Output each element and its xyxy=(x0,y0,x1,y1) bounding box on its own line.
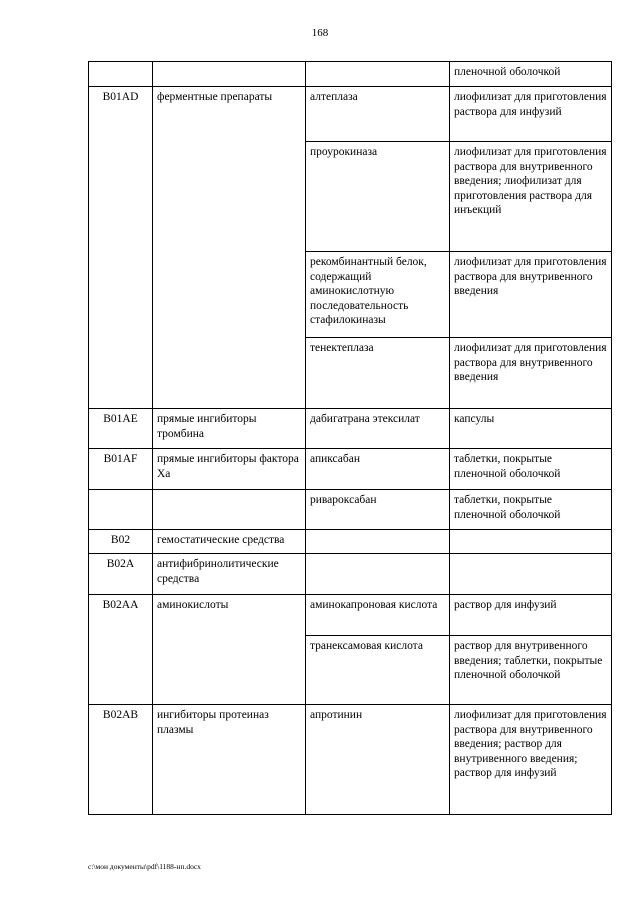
dosage-form-cell xyxy=(450,554,612,595)
drug-name-cell xyxy=(306,62,450,87)
table-row xyxy=(89,530,612,554)
table-row xyxy=(89,554,612,595)
pharm-group-cell: ингибиторы протеиназ плазмы xyxy=(153,705,306,815)
pharm-group-cell xyxy=(153,490,306,530)
atc-code-cell: B02 xyxy=(89,530,153,554)
atc-code-cell: B01AE xyxy=(89,409,153,449)
page-number: 168 xyxy=(311,27,329,39)
atc-code-cell: B02AB xyxy=(89,705,153,815)
dosage-form-cell: таблетки, покрытые пленочной оболочкой xyxy=(450,449,612,490)
dosage-form-cell: раствор для инфузий xyxy=(450,595,612,636)
pharm-group-cell: прямые ингибиторы фактора Xa xyxy=(153,449,306,490)
dosage-form-cell: пленочной оболочкой xyxy=(450,62,612,87)
atc-code-cell xyxy=(89,490,153,530)
drug-name-cell: проурокиназа xyxy=(306,142,450,252)
dosage-form-cell: капсулы xyxy=(450,409,612,449)
atc-code-cell: B01AF xyxy=(89,449,153,490)
drug-name-cell: транексамовая кислота xyxy=(306,636,450,705)
drug-name-cell: ривароксабан xyxy=(306,490,450,530)
drug-name-cell: алтеплаза xyxy=(306,87,450,142)
drug-name-cell xyxy=(306,554,450,595)
dosage-form-cell: лиофилизат для приготовления раствора для инфузий xyxy=(450,87,612,142)
pharm-group-cell: ферментные препараты xyxy=(153,87,306,409)
table-row xyxy=(89,705,612,815)
drug-name-cell: дабигатрана этексилат xyxy=(306,409,450,449)
drug-name-cell xyxy=(306,530,450,554)
table-row xyxy=(89,409,612,449)
pharm-group-cell: гемостатические средства xyxy=(153,530,306,554)
drug-name-cell: апиксабан xyxy=(306,449,450,490)
dosage-form-cell xyxy=(450,530,612,554)
table-row xyxy=(89,595,612,636)
drug-name-cell: рекомбинантный белок, содержащий аминокислотную последовательность стафилокиназы xyxy=(306,252,450,338)
dosage-form-cell: лиофилизат для приготовления раствора для внутривенного введения; раствор для внутривенного введения; раствор для инфузий xyxy=(450,705,612,815)
dosage-form-cell: лиофилизат для приготовления раствора для внутривенного введения xyxy=(450,252,612,338)
table-row xyxy=(89,490,612,530)
footer-file-path: c:\мои документы\pdf\1188-нп.docx xyxy=(88,862,201,871)
atc-code-cell: B01AD xyxy=(89,87,153,409)
drug-name-cell: тенектеплаза xyxy=(306,338,450,409)
drug-name-cell: апротинин xyxy=(306,705,450,815)
pharm-group-cell: аминокислоты xyxy=(153,595,306,705)
dosage-form-cell: раствор для внутривенного введения; таблетки, покрытые пленочной оболочкой xyxy=(450,636,612,705)
drug-list-table xyxy=(88,61,612,815)
pharm-group-cell: антифибринолитические средства xyxy=(153,554,306,595)
atc-code-cell xyxy=(89,62,153,87)
atc-code-cell: B02AA xyxy=(89,595,153,705)
pharm-group-cell xyxy=(153,62,306,87)
dosage-form-cell: лиофилизат для приготовления раствора для внутривенного введения xyxy=(450,338,612,409)
table-row xyxy=(89,62,612,87)
dosage-form-cell: лиофилизат для приготовления раствора для внутривенного введения; лиофилизат для приготовления раствора для инъекций xyxy=(450,142,612,252)
pharm-group-cell: прямые ингибиторы тромбина xyxy=(153,409,306,449)
dosage-form-cell: таблетки, покрытые пленочной оболочкой xyxy=(450,490,612,530)
atc-code-cell: B02A xyxy=(89,554,153,595)
table-row xyxy=(89,449,612,490)
drug-name-cell: аминокапроновая кислота xyxy=(306,595,450,636)
table-row xyxy=(89,87,612,142)
